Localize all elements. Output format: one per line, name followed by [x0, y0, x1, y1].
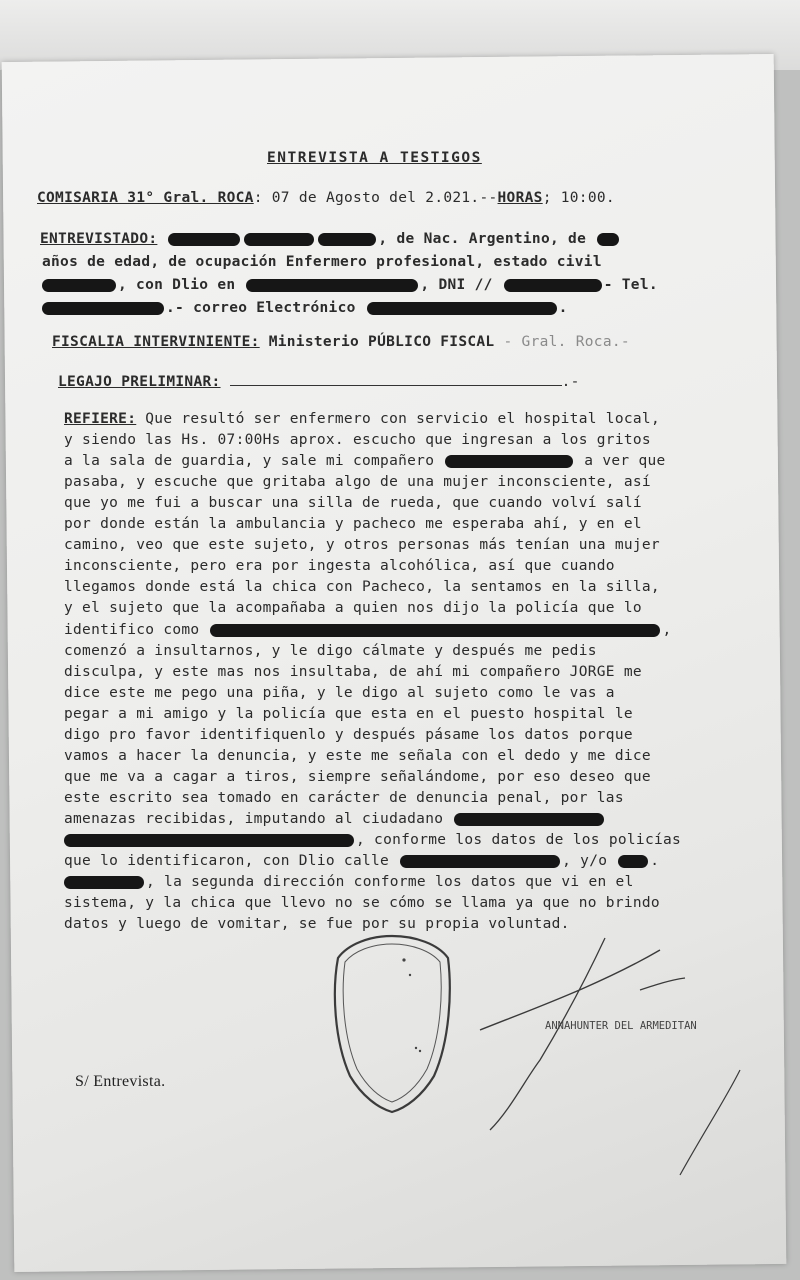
fiscalia-line [52, 334, 630, 350]
body-text: a la sala de guardia, y sale mi compañero [64, 453, 435, 469]
footer-text: S/ Entrevista. [75, 1073, 166, 1090]
body-line: dice este me pego una piña, y le digo al sujeto como le vas a [64, 685, 615, 701]
body-line: Que resultó ser enfermero con servicio el hospital local, [136, 411, 660, 427]
redaction [318, 233, 376, 246]
redaction [42, 279, 116, 292]
official-seal-stamp [330, 930, 455, 1115]
fiscalia-value: Ministerio PÚBLICO FISCAL [259, 334, 495, 350]
domicilio-label: , con Dlio en [118, 277, 236, 293]
body-text: , la segunda dirección conforme los datos que vi en el [146, 874, 634, 890]
redaction [64, 834, 354, 847]
legajo-line [58, 373, 580, 390]
entrevistado-line-4 [42, 300, 568, 316]
fiscalia-label: FISCALIA INTERVINIENTE: [52, 334, 260, 350]
dni-label: , DNI // [420, 277, 493, 293]
body-line: datos y luego de vomitar, se fue por su propia voluntad. [64, 916, 570, 932]
body-line: sistema, y la chica que llevo no se cómo se llama ya que no brindo [64, 895, 660, 911]
redaction [367, 302, 557, 315]
document-title: ENTREVISTA A TESTIGOS [267, 150, 482, 166]
redaction [64, 876, 144, 889]
entrevistado-line-1 [40, 231, 621, 247]
body-line [64, 874, 634, 890]
body-text: amenazas recibidas, imputando al ciudadano [64, 811, 444, 827]
body-line: que yo me fui a buscar una silla de rueda, que cuando volví salí [64, 495, 642, 511]
body-line [64, 853, 659, 869]
body-line: pasaba, y escuche que gritaba algo de una mujer inconsciente, así [64, 474, 651, 490]
body-line: llegamos donde está la chica con Pacheco, la sentamos en la silla, [64, 579, 660, 595]
entrevistado-line-3 [42, 277, 658, 293]
fiscalia-suffix: - Gral. Roca.- [494, 334, 630, 350]
legajo-label: LEGAJO PRELIMINAR: [58, 374, 221, 390]
body-line: que me va a cagar a tiros, siempre señalándome, por eso deseo que [64, 769, 651, 785]
body-text: identifico como [64, 622, 200, 638]
date-text: : 07 de Agosto del 2.021.-- [253, 190, 498, 206]
body-line: digo pro favor identifiquenlo y después pásame los datos porque [64, 727, 633, 743]
body-line [64, 453, 666, 469]
body-line: disculpa, y este mas nos insultaba, de ahí mi compañero JORGE me [64, 664, 642, 680]
body-line [64, 811, 606, 827]
body-line: camino, veo que este sujeto, y otros personas más tenían una mujer [64, 537, 660, 553]
handwritten-signature [470, 930, 770, 1190]
body-line: y siendo las Hs. 07:00Hs aprox. escucho que ingresan a los gritos [64, 432, 651, 448]
body-line: por donde están la ambulancia y pacheco me esperaba ahí, y en el [64, 516, 642, 532]
body-line [64, 622, 672, 638]
horas-label: HORAS [497, 190, 543, 206]
legajo-end: .- [561, 374, 580, 390]
header-line [37, 190, 615, 206]
redaction [210, 624, 660, 637]
line-end: . [558, 300, 568, 316]
redaction [504, 279, 602, 292]
horas-value: ; 10:00. [542, 190, 615, 206]
tel-label: - Tel. [603, 277, 658, 293]
body-line [64, 832, 681, 848]
entrevistado-label: ENTREVISTADO: [40, 231, 158, 247]
redaction [168, 233, 240, 246]
redaction [42, 302, 164, 315]
redaction [597, 233, 619, 246]
body-line: comenzó a insultarnos, y le digo cálmate y después me pedis [64, 643, 597, 659]
comisaria-label: COMISARIA 31° Gral. ROCA [37, 190, 254, 206]
body-line: y el sujeto que la acompañaba a quien nos dijo la policía que lo [64, 600, 642, 616]
email-label: .- correo Electrónico [166, 300, 356, 316]
redaction [244, 233, 314, 246]
redaction [445, 455, 573, 468]
body-text: , y/o [562, 853, 608, 869]
body-text: , conforme los datos de los policías [356, 832, 682, 848]
body-text: . [650, 853, 660, 869]
redaction [400, 855, 560, 868]
body-text: , [662, 622, 672, 638]
body-text: a ver que [584, 453, 666, 469]
body-line: este escrito sea tomado en carácter de denuncia penal, por las [64, 790, 624, 806]
entrevistado-nationality: , de Nac. Argentino, de [378, 231, 587, 247]
legajo-blank [230, 373, 562, 386]
redaction [618, 855, 648, 868]
body-text: que lo identificaron, con Dlio calle [64, 853, 390, 869]
refiere-label: REFIERE: [64, 411, 137, 427]
body-line: pegar a mi amigo y la policía que esta en el puesto hospital le [64, 706, 633, 722]
redaction [246, 279, 418, 292]
signature-name: ANNAHUNTER DEL ARMEDITAN [545, 1020, 697, 1032]
redaction [454, 813, 604, 826]
body-line: inconsciente, pero era por ingesta alcohólica, así que cuando [64, 558, 615, 574]
body-line: vamos a hacer la denuncia, y este me señala con el dedo y me dice [64, 748, 651, 764]
entrevistado-line-2: años de edad, de ocupación Enfermero profesional, estado civil [42, 254, 602, 270]
